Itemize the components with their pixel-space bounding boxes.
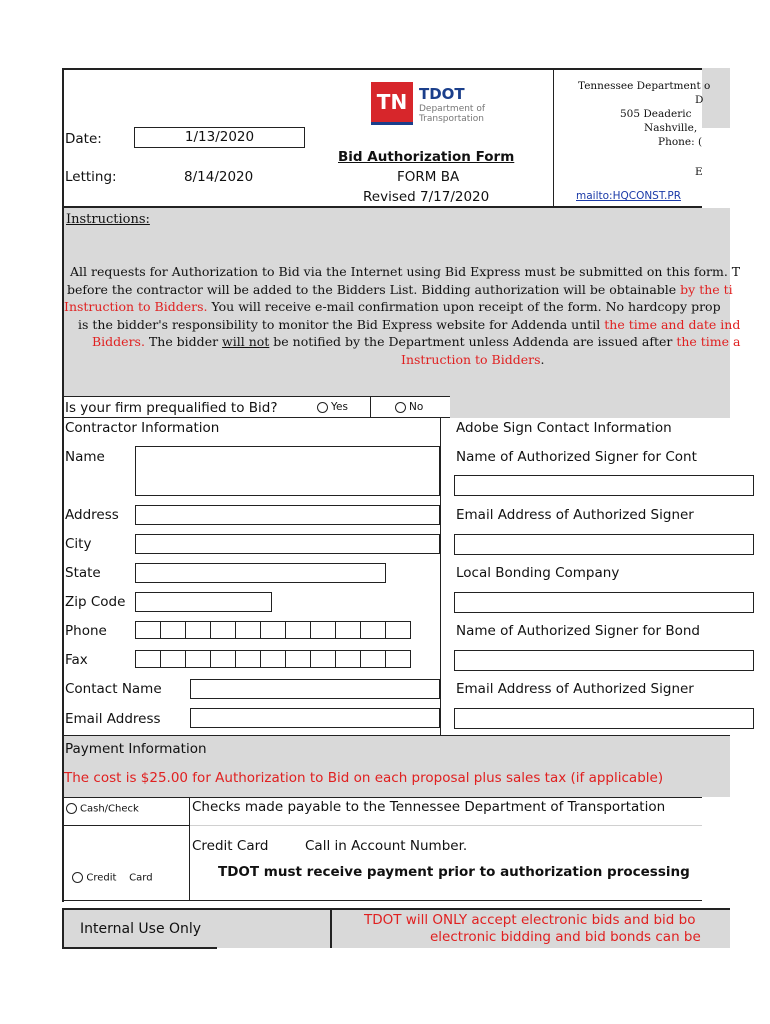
form-title: Bid Authorization Form: [338, 149, 515, 165]
no-radio-label: No: [409, 401, 424, 413]
prequal-bottom-border: [62, 417, 450, 418]
prequal-yes-radio[interactable]: [317, 401, 348, 413]
payment-cost: The cost is $25.00 for Authorization to Bid on each proposal plus sales tax (if applicable): [64, 770, 664, 786]
fax-digit-box[interactable]: [360, 650, 386, 668]
cash-check-label: Cash/Check: [80, 803, 139, 815]
contact-name-field[interactable]: [190, 679, 440, 699]
credit-card-radio-label: Credit Card: [86, 872, 153, 884]
instr-line2b: by the ti: [680, 281, 733, 297]
payment-option-divider: [189, 797, 190, 901]
prequal-gray-right: [450, 396, 730, 418]
yes-radio-label: Yes: [331, 401, 348, 413]
payment-cost-wrap: [64, 770, 702, 786]
internal-use-label: Internal Use Only: [80, 921, 202, 937]
adobe-heading: Adobe Sign Contact Information: [456, 420, 672, 436]
name-field[interactable]: [135, 446, 440, 496]
zip-label: Zip Code: [65, 594, 126, 610]
fax-digit-box[interactable]: [135, 650, 161, 668]
phone-digit-box[interactable]: [135, 621, 161, 639]
address-line5: Phone: (: [658, 136, 703, 148]
checks-note: Checks made payable to the Tennessee Department of Transportation: [192, 799, 666, 815]
address-line6: E: [695, 166, 703, 178]
prequal-row-border: [62, 396, 450, 397]
cash-check-radio[interactable]: [66, 803, 139, 815]
phone-digit-box[interactable]: [335, 621, 361, 639]
address-line1: Tennessee Department o: [578, 80, 711, 92]
instr-line6b: .: [540, 351, 545, 367]
checks-note-wrap: [192, 799, 702, 815]
tdot-logo: [371, 82, 501, 124]
contractor-heading: Contractor Information: [65, 420, 220, 436]
payment-lower-border: [62, 797, 702, 798]
logo-tn-text: TN: [376, 90, 408, 114]
footer-notice-line1: TDOT will ONLY accept electronic bids and bid bo: [364, 912, 696, 928]
payment-mid-border: [62, 825, 190, 826]
contact-name-label: Contact Name: [65, 681, 162, 697]
footer-bottom-border: [62, 947, 217, 949]
instr-line6: [64, 351, 702, 369]
must-receive: TDOT must receive payment prior to authorization processing: [218, 864, 690, 880]
fax-digit-box[interactable]: [235, 650, 261, 668]
phone-digit-box[interactable]: [285, 621, 311, 639]
bonding-label: Local Bonding Company: [456, 565, 620, 581]
date-field[interactable]: [134, 127, 305, 148]
logo-dept-line1: Department of: [419, 104, 485, 114]
instr-line5a: Bidders.: [92, 334, 145, 349]
signer-bond-field[interactable]: [454, 650, 754, 671]
credit-card-label: Credit Card: [192, 838, 269, 854]
instr-line5e: the time a: [676, 334, 741, 349]
credit-top-border: [190, 825, 702, 826]
instr-line2: [64, 281, 733, 299]
phone-digit-box[interactable]: [210, 621, 236, 639]
date-label: Date:: [65, 131, 102, 147]
prequal-divider: [370, 396, 371, 418]
logo-tn-badge: [371, 82, 413, 122]
address-line4: Nashville,: [644, 122, 698, 134]
signer-bond-email-field[interactable]: [454, 708, 754, 729]
email-label: Email Address: [65, 711, 161, 727]
footer-notice-line2: electronic bidding and bid bonds can be: [430, 929, 701, 945]
fax-digit-box[interactable]: [260, 650, 286, 668]
instr-line4: [64, 316, 741, 334]
state-label: State: [65, 565, 101, 581]
zip-field[interactable]: [135, 592, 272, 612]
form-revised: Revised 7/17/2020: [363, 189, 490, 205]
phone-digit-box[interactable]: [185, 621, 211, 639]
instr-line5b: The bidder: [144, 334, 223, 349]
logo-tdot-text: TDOT: [419, 85, 465, 103]
fax-digit-box[interactable]: [285, 650, 311, 668]
address-field[interactable]: [135, 505, 440, 525]
fax-digit-box[interactable]: [385, 650, 411, 668]
email-field[interactable]: [190, 708, 440, 728]
logo-underline: [371, 122, 413, 125]
cash-check-radio-circle[interactable]: [66, 803, 77, 814]
name-label: Name: [65, 449, 105, 465]
instr-line3: [64, 298, 721, 316]
letting-label: Letting:: [65, 169, 117, 185]
instr-line2a: before the contractor will be added to the Bidders List. Bidding authorization will be obtainable: [67, 281, 681, 297]
credit-card-radio-circle[interactable]: [72, 872, 83, 883]
phone-digit-boxes[interactable]: [135, 621, 410, 639]
prequal-question: Is your firm prequalified to Bid?: [65, 400, 278, 416]
adobe-column: [441, 418, 702, 736]
instr-line5: [64, 333, 741, 351]
letting-value: 8/14/2020: [184, 169, 254, 185]
date-value: 1/13/2020: [184, 129, 255, 145]
credit-card-radio[interactable]: [66, 861, 153, 884]
payment-heading: Payment Information: [65, 741, 207, 757]
instr-line4b: the time and date ind: [604, 316, 741, 332]
dept-address: [554, 72, 711, 206]
phone-label: Phone: [65, 623, 107, 639]
phone-digit-box[interactable]: [385, 621, 411, 639]
signer-email-field[interactable]: [454, 534, 754, 555]
must-receive-wrap: [218, 864, 702, 880]
fax-digit-boxes[interactable]: [135, 650, 410, 668]
address-line3: 505 Deaderic: [620, 108, 692, 120]
instructions-body: [64, 263, 741, 373]
instructions-heading: Instructions:: [66, 212, 150, 227]
payment-left-border: [62, 797, 64, 902]
instr-line3a: Instruction to Bidders.: [64, 299, 208, 314]
signer-bond-label: Name of Authorized Signer for Bond: [456, 623, 700, 639]
fax-digit-box[interactable]: [185, 650, 211, 668]
fax-digit-box[interactable]: [210, 650, 236, 668]
instr-line4a: is the bidder's responsibility to monitor the Bid Express website for Addenda until: [78, 316, 605, 332]
city-field[interactable]: [135, 534, 440, 554]
fax-digit-box[interactable]: [310, 650, 336, 668]
instr-line1: [64, 263, 741, 281]
instr-line5c: will not: [222, 334, 270, 349]
address-label: Address: [65, 507, 119, 523]
signer-bond-email-label: Email Address of Authorized Signer: [456, 681, 694, 697]
signer-contract-field[interactable]: [454, 475, 754, 496]
header-left-border: [62, 68, 64, 208]
phone-digit-box[interactable]: [360, 621, 386, 639]
footer-notice: [333, 912, 702, 946]
header-gray-corner: [702, 68, 730, 128]
logo-dept-line2: Transportation: [419, 114, 484, 124]
phone-digit-box[interactable]: [160, 621, 186, 639]
prequal-no-radio[interactable]: [395, 401, 423, 413]
address-line2: D: [695, 94, 704, 106]
phone-digit-box[interactable]: [235, 621, 261, 639]
city-label: City: [65, 536, 92, 552]
signer-contract-label: Name of Authorized Signer for Cont: [456, 449, 697, 465]
instr-line3b: You will receive e-mail confirmation upon receipt of the form. No hardcopy prop: [207, 299, 721, 314]
payment-bottom-border: [62, 900, 702, 901]
header-top-border: [62, 68, 702, 70]
form-code: FORM BA: [397, 169, 460, 185]
no-radio-circle[interactable]: [395, 402, 406, 413]
phone-digit-box[interactable]: [310, 621, 336, 639]
fax-digit-box[interactable]: [335, 650, 361, 668]
call-in-label: Call in Account Number.: [305, 838, 468, 854]
section-left-border: [62, 396, 64, 736]
instr-line1-text: All requests for Authorization to Bid via the Internet using Bid Express must be submitted on this form. T: [70, 264, 741, 279]
bonding-field[interactable]: [454, 592, 754, 613]
instr-line6a: Instruction to Bidders: [401, 351, 541, 367]
footer-divider: [330, 908, 332, 948]
mailto-link[interactable]: mailto:HQCONST.PR: [576, 190, 681, 202]
fax-digit-box[interactable]: [160, 650, 186, 668]
signer-email-label: Email Address of Authorized Signer: [456, 507, 694, 523]
yes-radio-circle[interactable]: [317, 402, 328, 413]
fax-label: Fax: [65, 652, 88, 668]
state-field[interactable]: [135, 563, 386, 583]
instr-line5d: be notified by the Department unless Addenda are issued after: [269, 334, 677, 349]
phone-digit-box[interactable]: [260, 621, 286, 639]
